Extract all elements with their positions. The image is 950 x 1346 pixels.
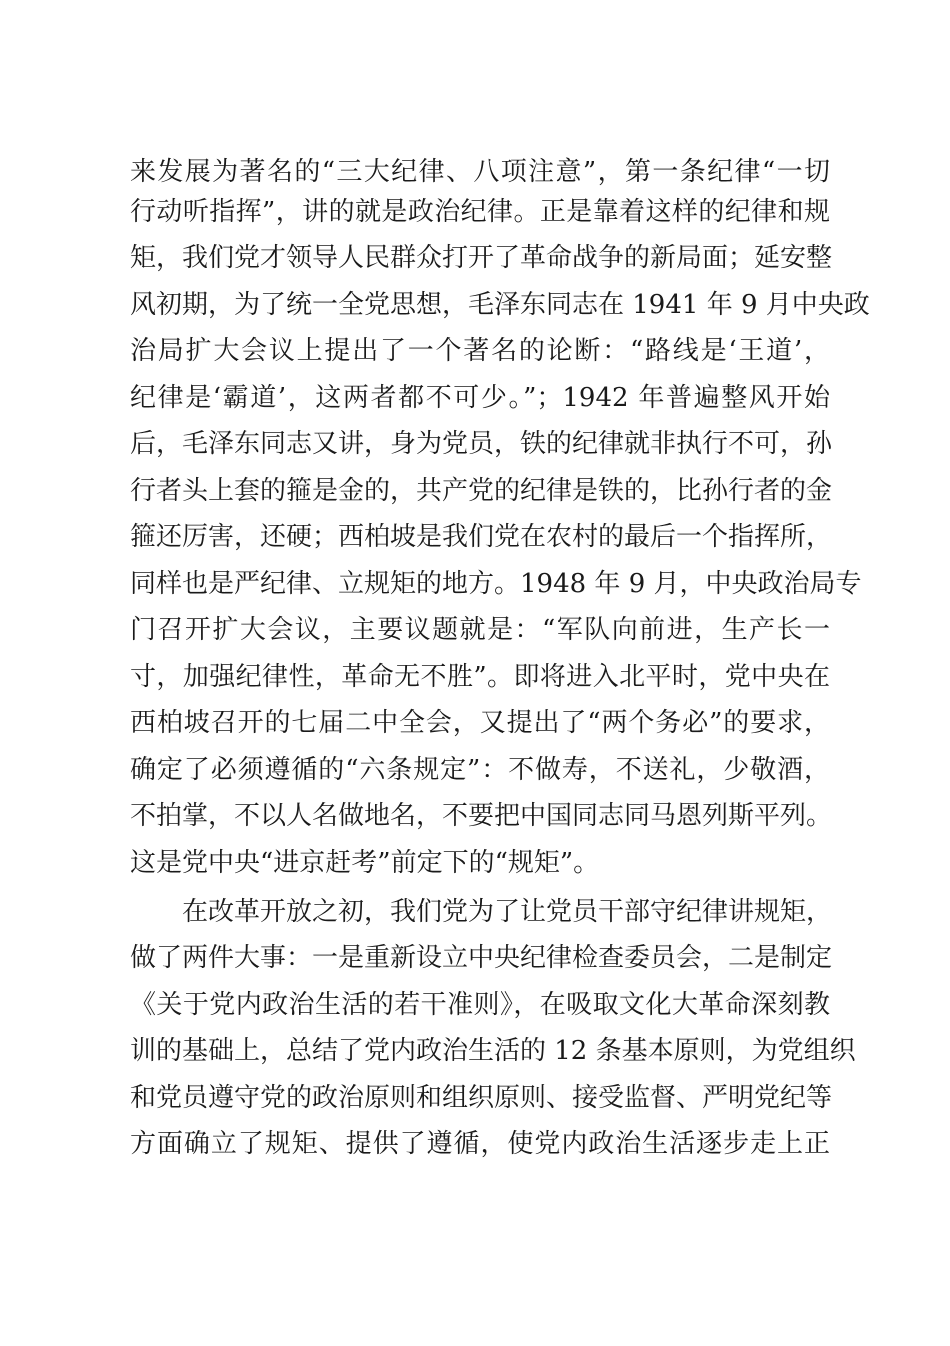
text-line-21: 和党员遵守党的政治原则和组织原则、接受监督、严明党纪等: [130, 1083, 833, 1113]
text-line-4: 风初期，为了统一全党思想，毛泽东同志在 1941 年 9 月中央政: [130, 290, 870, 320]
text-line-7: 后，毛泽东同志又讲，身为党员，铁的纪律就非执行不可，孙: [130, 429, 833, 459]
text-line-20: 训的基础上，总结了党内政治生活的 12 条基本原则，为党组织: [130, 1036, 856, 1066]
text-line-18: 做了两件大事：一是重新设立中央纪律检查委员会，二是制定: [130, 943, 833, 973]
text-line-19: 《关于党内政治生活的若干准则》，在吸取文化大革命深刻教: [130, 990, 830, 1020]
text-line-13: 西柏坡召开的七届二中全会，又提出了“两个务必”的要求，: [130, 708, 830, 738]
text-line-1: 来发展为著名的“三大纪律、八项注意”，第一条纪律“一切: [130, 157, 830, 187]
text-line-14: 确定了必须遵循的“六条规定”：不做寿，不送礼，少敬酒，: [130, 755, 830, 785]
text-line-6: 纪律是‘霸道’，这两者都不可少。”；1942 年普遍整风开始: [130, 383, 830, 413]
text-line-9: 箍还厉害，还硬；西柏坡是我们党在农村的最后一个指挥所，: [130, 522, 833, 552]
text-line-11: 门召开扩大会议，主要议题就是：“军队向前进，生产长一: [130, 615, 830, 645]
text-line-2: 行动听指挥”，讲的就是政治纪律。正是靠着这样的纪律和规: [130, 197, 830, 227]
text-line-12: 寸，加强纪律性，革命无不胜”。即将进入北平时，党中央在: [130, 662, 830, 692]
text-line-16: 这是党中央“进京赶考”前定下的“规矩”。: [130, 848, 600, 878]
text-line-10: 同样也是严纪律、立规矩的地方。1948 年 9 月，中央政治局专: [130, 569, 862, 599]
text-line-22: 方面确立了规矩、提供了遵循，使党内政治生活逐步走上正: [130, 1129, 830, 1159]
text-line-17: 在改革开放之初，我们党为了让党员干部守纪律讲规矩，: [182, 897, 833, 927]
text-line-8: 行者头上套的箍是金的，共产党的纪律是铁的，比孙行者的金: [130, 476, 833, 506]
text-line-15: 不拍掌，不以人名做地名，不要把中国同志同马恩列斯平列。: [130, 801, 833, 831]
text-line-5: 治局扩大会议上提出了一个著名的论断：“路线是‘王道’，: [130, 336, 830, 366]
text-line-3: 矩，我们党才领导人民群众打开了革命战争的新局面；延安整: [130, 243, 833, 273]
